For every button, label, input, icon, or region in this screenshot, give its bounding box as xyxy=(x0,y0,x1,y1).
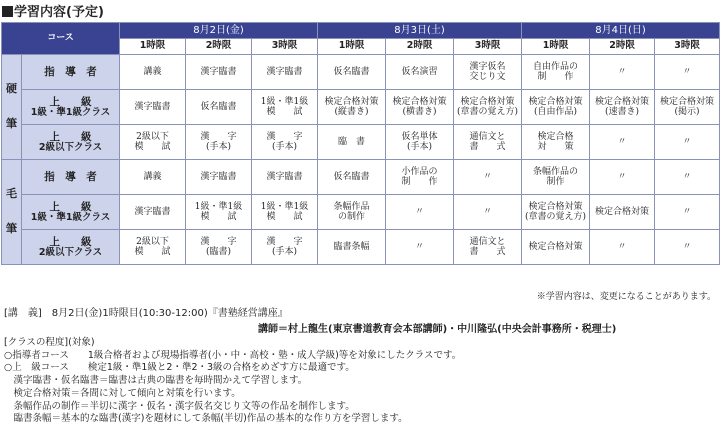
period-header: 3時限 xyxy=(252,39,318,55)
day-header-3: 8月4日(日) xyxy=(522,23,720,39)
course-header: コース xyxy=(2,23,120,55)
table-cell: 〃 xyxy=(590,55,655,90)
table-cell: 〃 xyxy=(590,125,655,160)
info-line: 検定合格対策＝各間に対して傾向と対策を行います。 xyxy=(4,387,241,399)
table-cell: 検定合格対策 (自由作品) xyxy=(522,90,590,125)
info-line: [クラスの程度](対象) xyxy=(4,337,95,348)
table-cell: 〃 xyxy=(386,195,454,230)
row-label-line: 上 級 xyxy=(49,95,92,108)
period-header: 1時限 xyxy=(120,39,186,55)
table-cell: 仮名臨書 xyxy=(186,90,252,125)
row-label xyxy=(22,230,120,265)
table-cell: 漢字臨書 xyxy=(120,90,186,125)
table-cell: 通信文と 書 式 xyxy=(454,125,522,160)
table-cell: 1級・準1級 模 試 xyxy=(252,90,318,125)
table-cell: 漢 字 (手本) xyxy=(252,125,318,160)
table-cell: 検定合格対策 xyxy=(590,195,655,230)
period-header: 1時限 xyxy=(318,39,386,55)
table-cell: 臨書条幅 xyxy=(318,230,386,265)
group-label-char: 毛 xyxy=(6,187,17,201)
table-cell: 漢字臨書 xyxy=(186,55,252,90)
period-header: 2時限 xyxy=(186,39,252,55)
table-cell: 〃 xyxy=(655,55,720,90)
period-header: 1時限 xyxy=(522,39,590,55)
table-cell: 講義 xyxy=(120,160,186,195)
table-row xyxy=(2,90,720,125)
group-label-char: 筆 xyxy=(6,117,17,130)
table-row xyxy=(2,230,720,265)
class-level-info xyxy=(4,337,461,426)
table-cell: 漢字仮名 交じり文 xyxy=(454,55,522,90)
row-label xyxy=(22,195,120,230)
table-cell: 検定合格対策 (縦書き) xyxy=(318,90,386,125)
table-cell: 漢字臨書 xyxy=(252,160,318,195)
table-cell: 講義 xyxy=(120,55,186,90)
table-cell: 2級以下 模 試 xyxy=(120,125,186,160)
row-label-line: 上 級 xyxy=(49,235,92,248)
table-cell: 漢字臨書 xyxy=(186,160,252,195)
period-header: 3時限 xyxy=(655,39,720,55)
change-note: ※学習内容は、変更になることがあります。 xyxy=(536,292,716,302)
table-cell: 臨 書 xyxy=(318,125,386,160)
lecture-line: [講 義] 8月2日(金)1時限目(10:30-12:00)『書塾経営講座』 xyxy=(4,308,288,319)
table-cell: 検定合格対策 (章書の覚え方) xyxy=(522,195,590,230)
table-cell: 小作品の 制 作 xyxy=(386,160,454,195)
table-cell: 検定合格対策 (章書の覚え方) xyxy=(454,90,522,125)
table-row xyxy=(2,160,720,195)
table-cell: 〃 xyxy=(655,230,720,265)
table-row xyxy=(2,125,720,160)
group-label xyxy=(2,55,22,160)
table-cell: 漢 字 (手本) xyxy=(186,125,252,160)
row-label xyxy=(22,125,120,160)
day-header-1: 8月2日(金) xyxy=(120,23,318,39)
group-label-char: 筆 xyxy=(6,222,17,235)
row-label-line: 2級以下クラス xyxy=(38,246,103,258)
table-cell: 2級以下 模 試 xyxy=(120,230,186,265)
table-cell: 検定合格対策 (掲示) xyxy=(655,90,720,125)
table-cell: 仮名臨書 xyxy=(318,160,386,195)
table-cell: 〃 xyxy=(590,160,655,195)
table-cell: 1級・準1級 模 試 xyxy=(186,195,252,230)
table-cell: 〃 xyxy=(655,160,720,195)
day-header-2: 8月3日(土) xyxy=(318,23,522,39)
row-label xyxy=(22,55,120,90)
row-label-line: 2級以下クラス xyxy=(38,141,103,153)
table-cell: 仮名単体 (手本) xyxy=(386,125,454,160)
table-cell: 仮名演習 xyxy=(386,55,454,90)
table-cell: 〃 xyxy=(590,230,655,265)
row-label xyxy=(22,90,120,125)
lecturer-line: 講師＝村上龍生(東京書道教育会本部講師)・中川隆弘(中央会計事務所・税理士) xyxy=(258,324,617,335)
row-label xyxy=(22,160,120,195)
info-line: 臨書条幅＝基本的な臨書(漢字)を題材にして条幅(半切)作品の基本的な作り方を学習します。 xyxy=(4,413,408,425)
info-line: ○上 級コース 検定1級・準1級と2・準2・3級の合格をめざす方に最適です。 xyxy=(4,362,355,374)
row-label-line: 上 級 xyxy=(49,200,92,213)
table-cell: 〃 xyxy=(655,195,720,230)
table-cell: 〃 xyxy=(386,230,454,265)
square-bullet-icon xyxy=(2,6,13,17)
table-cell: 仮名臨書 xyxy=(318,55,386,90)
section-title xyxy=(2,1,104,20)
table-cell: 〃 xyxy=(655,125,720,160)
row-label-line: 指 導 者 xyxy=(44,170,97,183)
table-cell: 条幅作品 の制作 xyxy=(318,195,386,230)
table-row xyxy=(2,55,720,90)
table-cell: 通信文と 書 式 xyxy=(454,230,522,265)
info-line: 条幅作品の制作＝半切に漢字・仮名・漢字仮名交じり文等の作品を制作します。 xyxy=(4,400,355,412)
period-header: 2時限 xyxy=(386,39,454,55)
row-label-line: 1級・準1級クラス xyxy=(30,211,111,223)
table-cell: 漢字臨書 xyxy=(120,195,186,230)
period-header: 2時限 xyxy=(590,39,655,55)
table-cell: 1級・準1級 模 試 xyxy=(252,195,318,230)
table-cell: 検定合格対策 (横書き) xyxy=(386,90,454,125)
table-cell: 検定合格 対 策 xyxy=(522,125,590,160)
group-label-char: 硬 xyxy=(6,82,17,96)
row-label-line: 上 級 xyxy=(49,130,92,143)
group-label xyxy=(2,160,22,265)
info-line: ○指導者コース 1級合格者および現場指導者(小・中・高校・塾・成人学級)等を対象にしたクラスです。 xyxy=(4,349,462,361)
section-title-text: 学習内容(予定) xyxy=(14,5,104,20)
table-cell: 〃 xyxy=(454,160,522,195)
info-line: 漢字臨書・仮名臨書＝臨書は古典の臨書を毎時間かえて学習します。 xyxy=(4,375,308,387)
table-cell: 検定合格対策 xyxy=(522,230,590,265)
schedule-table xyxy=(1,22,720,265)
period-header: 3時限 xyxy=(454,39,522,55)
table-cell: 検定合格対策 (速書き) xyxy=(590,90,655,125)
table-cell: 漢 字 (手本) xyxy=(252,230,318,265)
row-label-line: 1級・準1級クラス xyxy=(30,106,111,118)
table-cell: 漢字臨書 xyxy=(252,55,318,90)
table-cell: 条幅作品の 制作 xyxy=(522,160,590,195)
table-cell: 漢 字 (臨書) xyxy=(186,230,252,265)
table-cell: 自由作品の 制 作 xyxy=(522,55,590,90)
table-row xyxy=(2,195,720,230)
table-cell: 〃 xyxy=(454,195,522,230)
row-label-line: 指 導 者 xyxy=(44,65,97,78)
